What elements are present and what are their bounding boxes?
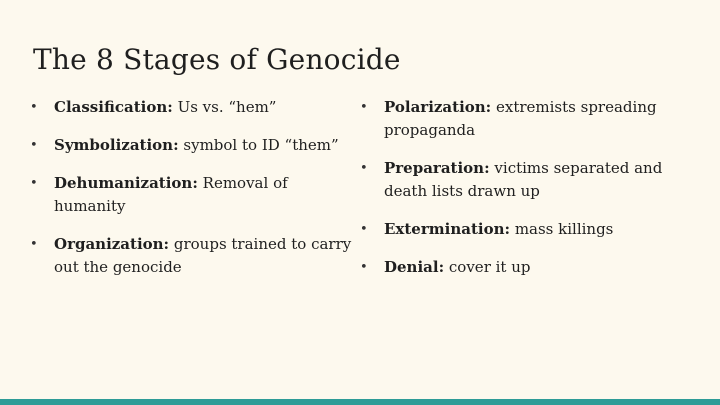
stage-term: Classification: [54, 98, 173, 116]
accent-bar [0, 399, 720, 405]
stage-description: victims separated and death lists drawn up [384, 159, 663, 200]
left-bullet-list [30, 96, 355, 294]
stage-description: extremists spreading propaganda [384, 98, 657, 139]
stage-description: Us vs. “hem” [177, 98, 277, 116]
stage-term: Organization: [54, 235, 170, 253]
list-item [360, 218, 690, 241]
slide-title: The 8 Stages of Genocide [33, 43, 401, 76]
stage-description: cover it up [448, 258, 531, 276]
bullet-icon: • [360, 161, 368, 176]
list-item [360, 157, 690, 203]
right-bullet-list [360, 96, 690, 294]
stage-term: Symbolization: [54, 136, 179, 154]
list-item [30, 172, 355, 218]
bullet-icon: • [30, 237, 38, 252]
bullet-icon: • [30, 100, 38, 115]
bullet-icon: • [30, 138, 38, 153]
stage-term: Preparation: [384, 159, 490, 177]
stage-description: groups trained to carry out the genocide [54, 235, 352, 276]
stage-description: Removal of humanity [54, 174, 288, 215]
stage-term: Polarization: [384, 98, 492, 116]
bullet-icon: • [30, 176, 38, 191]
list-item [30, 96, 355, 119]
stage-description: symbol to ID “them” [183, 136, 339, 154]
bullet-icon: • [360, 100, 368, 115]
stage-term: Extermination: [384, 220, 511, 238]
list-item [30, 233, 355, 279]
list-item [30, 134, 355, 157]
list-item [360, 96, 690, 142]
list-item [360, 256, 690, 279]
bullet-icon: • [360, 260, 368, 275]
stage-term: Denial: [384, 258, 445, 276]
bullet-icon: • [360, 222, 368, 237]
stage-description: mass killings [514, 220, 614, 238]
stage-term: Dehumanization: [54, 174, 198, 192]
